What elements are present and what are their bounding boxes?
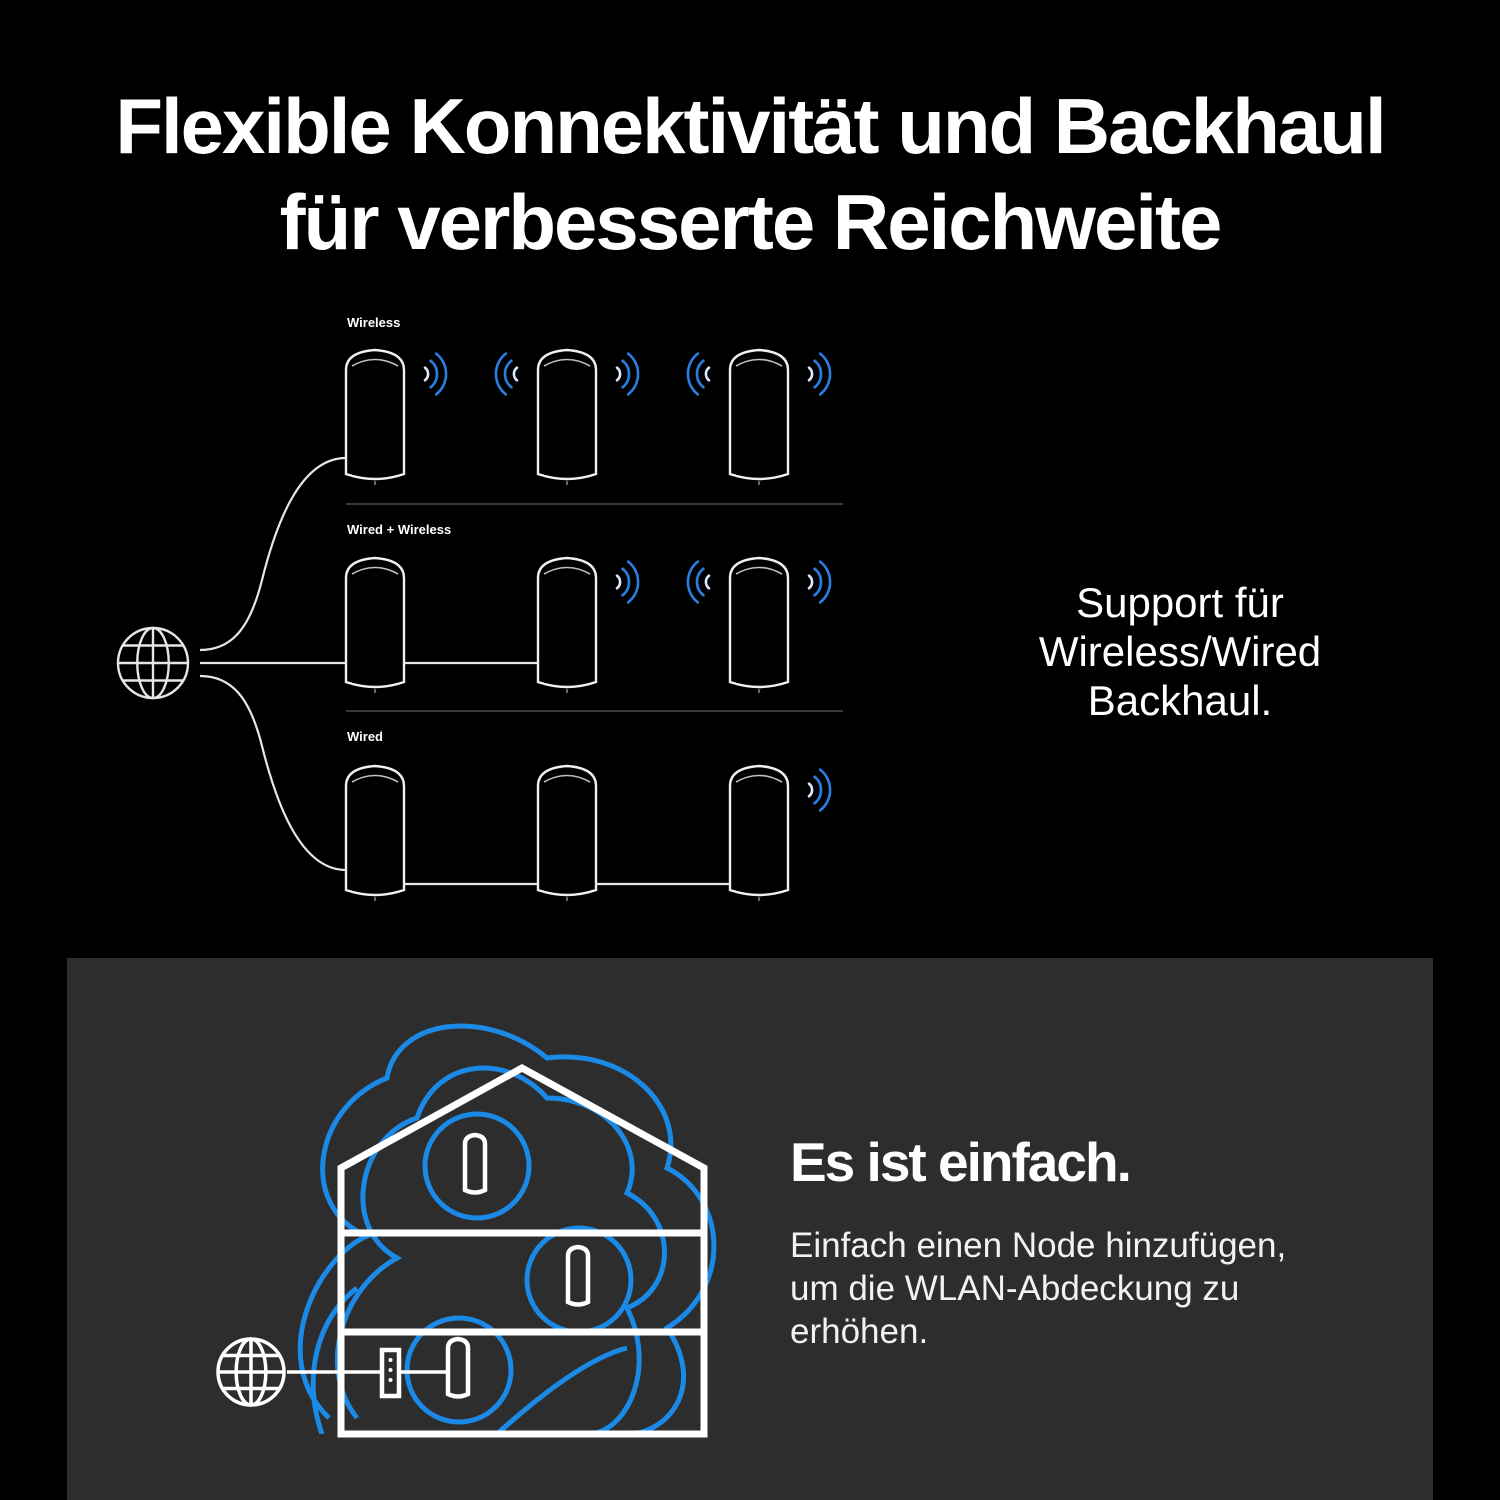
mesh-node-icon [538, 350, 596, 485]
internet-link [200, 458, 346, 650]
row-label-wireless: Wireless [347, 315, 401, 330]
backhaul-support-note [985, 578, 1375, 725]
mesh-node-icon [448, 1339, 468, 1397]
row-label-wired: Wired [347, 729, 383, 744]
house-nodes [382, 1135, 588, 1397]
wifi-signal-in-icon [496, 354, 517, 395]
panel-text-line-1: Einfach einen Node hinzufügen, [790, 1226, 1287, 1265]
mesh-node-icon [538, 766, 596, 901]
mesh-node-icon [730, 350, 788, 485]
panel-text-line-3: erhöhen. [790, 1312, 929, 1351]
modem-icon [382, 1350, 399, 1396]
mesh-node-icon [730, 766, 788, 901]
mesh-node-icon [730, 558, 788, 693]
mesh-node-icon [346, 558, 404, 693]
panel-title: Es ist einfach. [790, 1131, 1130, 1193]
wifi-signal-out-icon [425, 354, 446, 395]
side-note-line-1: Support für [1076, 579, 1284, 626]
row-label-wired-wireless: Wired + Wireless [347, 522, 452, 537]
internet-link [200, 676, 346, 870]
wifi-signal-in-icon [688, 562, 709, 603]
side-note-line-2: Wireless/Wired [1038, 628, 1322, 675]
headline-line-1: Flexible Konnektivität und Backhaul [115, 82, 1385, 170]
wifi-signal-out-icon [617, 354, 638, 395]
wifi-signal-out-icon [617, 562, 638, 603]
headline [0, 78, 1500, 270]
mesh-node-icon [568, 1247, 588, 1305]
wifi-signal-in-icon [688, 354, 709, 395]
mesh-node-icon [346, 350, 404, 485]
mesh-node-icon [538, 558, 596, 693]
easy-setup-panel [67, 958, 1433, 1500]
headline-line-2: für verbesserte Reichweite [279, 178, 1221, 266]
wifi-signal-out-icon [809, 354, 830, 395]
backhaul-topology-diagram [0, 290, 900, 910]
house-coverage-illustration [67, 958, 767, 1500]
globe-icon [118, 628, 188, 698]
wifi-signal-out-icon [809, 562, 830, 603]
wifi-signal-out-icon [809, 770, 830, 811]
panel-description [790, 1224, 1390, 1353]
mesh-node-icon [465, 1135, 485, 1193]
panel-text-line-2: um die WLAN-Abdeckung zu [790, 1269, 1240, 1308]
mesh-node-icon [346, 766, 404, 901]
side-note-line-3: Backhaul. [1087, 677, 1273, 724]
globe-icon [218, 1339, 284, 1405]
